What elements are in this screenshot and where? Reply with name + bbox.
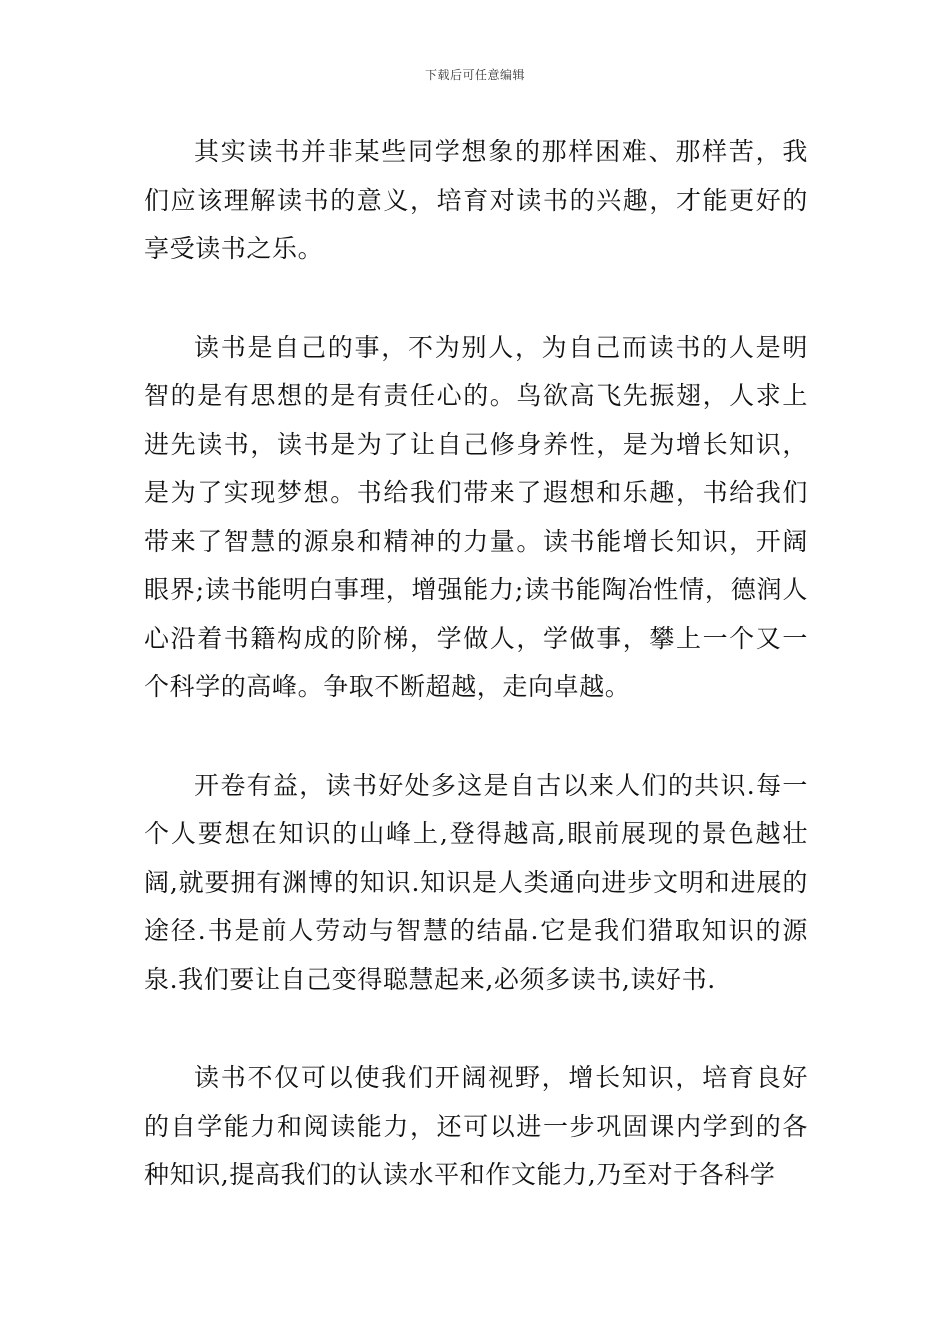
paragraph-2: 读书是自己的事，不为别人，为自己而读书的人是明智的是有思想的是有责任心的。鸟欲高飞先振翅，人求上进先读书，读书是为了让自己修身养性，是为增长知识，是为了实现梦想。书给我们带来了遐想和乐趣，书给我们带来了智慧的源泉和精神的力量。读书能增长知识，开阔眼界;读书能明白事理，增强能力;读书能陶冶性情，德润人心沿着书籍构成的阶梯，学做人，学做事，攀上一个又一个科学的高峰。争取不断超越，走向卓越。 <box>144 332 808 701</box>
paragraph-3: 开卷有益，读书好处多这是自古以来人们的共识.每一个人要想在知识的山峰上,登得越高,眼前展现的景色越壮阔,就要拥有渊博的知识.知识是人类通向进步文明和进展的途径.书是前人劳动与智慧的结晶.它是我们猎取知识的源泉.我们要让自己变得聪慧起来,必须多读书,读好书. <box>144 770 808 994</box>
body-text <box>144 128 808 1250</box>
paragraph-4: 读书不仅可以使我们开阔视野，增长知识，培育良好的自学能力和阅读能力，还可以进一步巩固课内学到的各种知识,提高我们的认读水平和作文能力,乃至对于各科学 <box>144 1063 808 1189</box>
header-note: 下载后可任意编辑 <box>424 68 525 82</box>
paragraph-1: 其实读书并非某些同学想象的那样困难、那样苦，我们应该理解读书的意义，培育对读书的兴趣，才能更好的享受读书之乐。 <box>144 137 808 263</box>
